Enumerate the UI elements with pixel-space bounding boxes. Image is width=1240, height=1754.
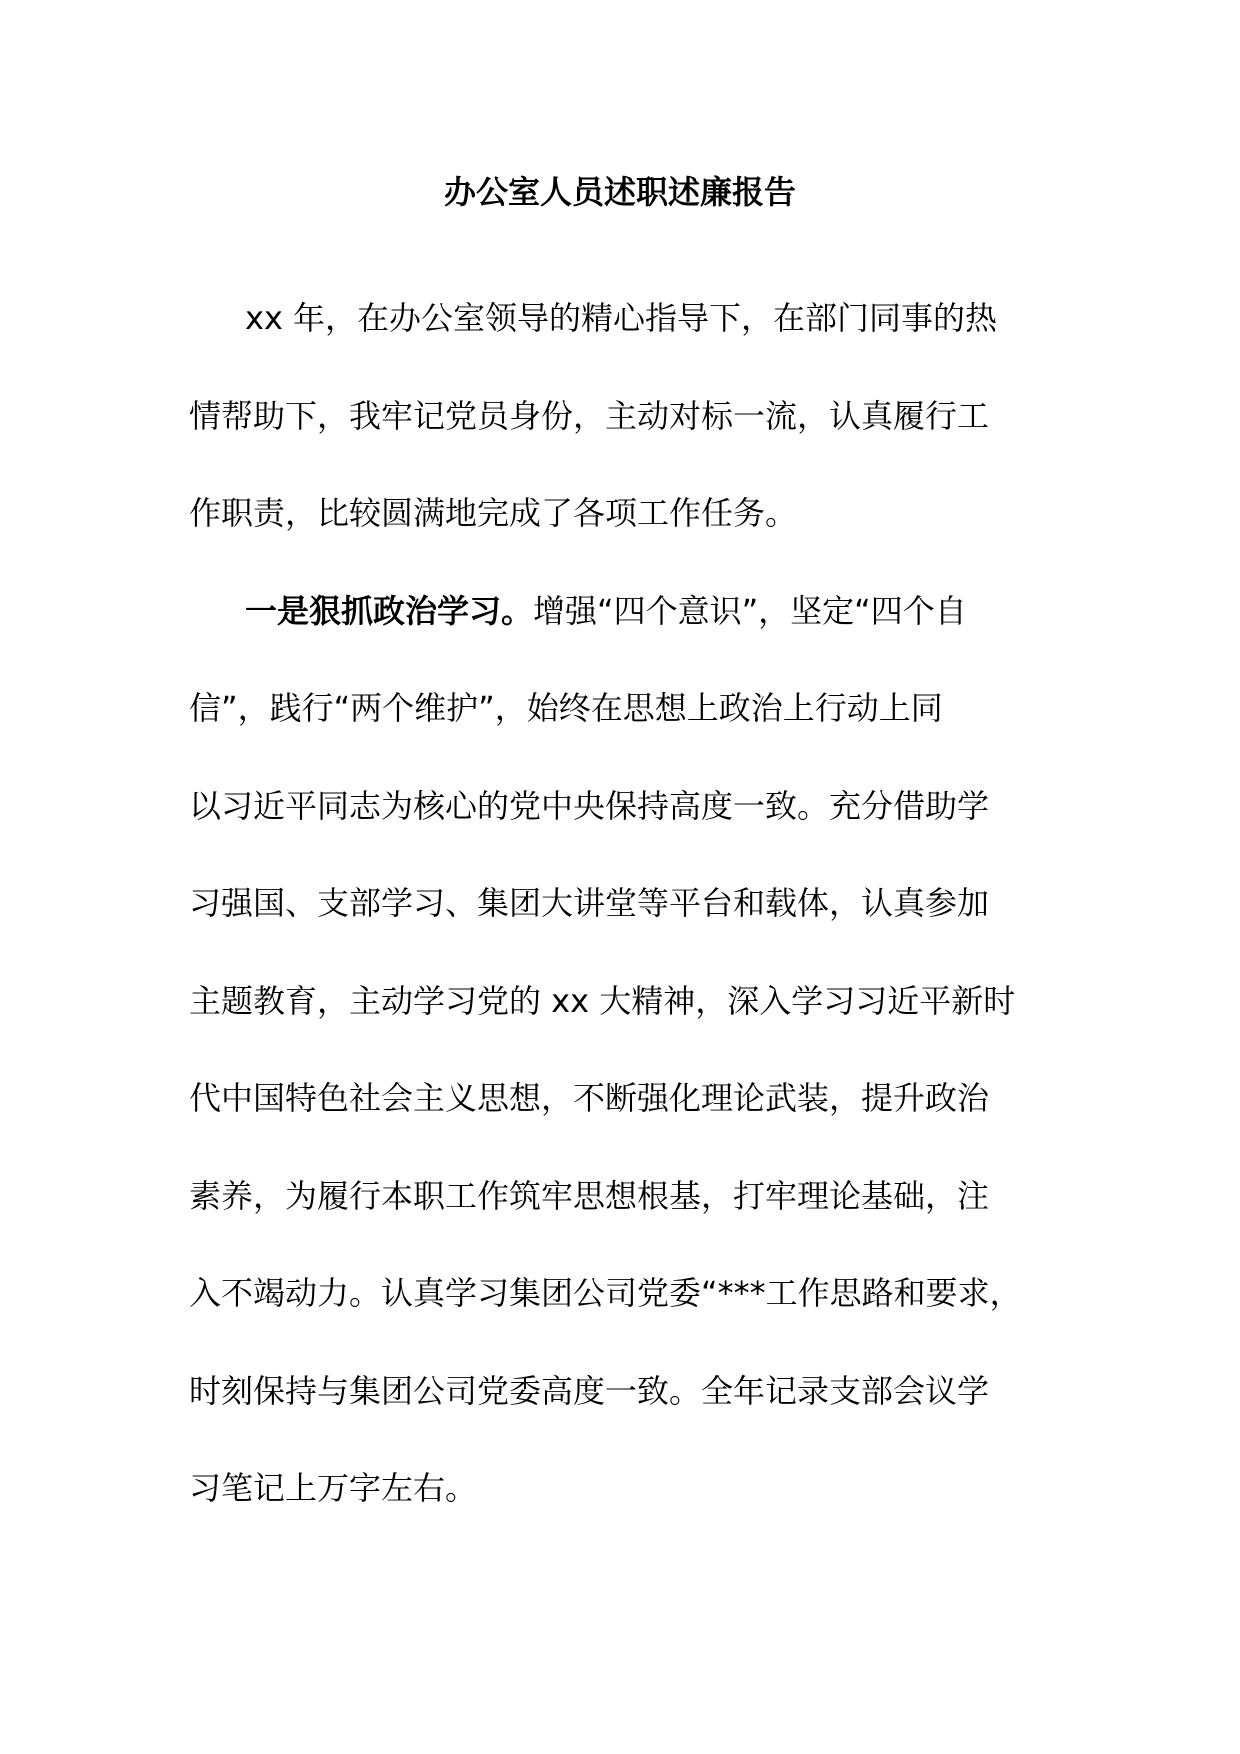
- document-body: [189, 270, 1079, 1538]
- paragraph-line: 信”，践行“两个维护”，始终在思想上政治上行动上同: [189, 689, 943, 727]
- paragraph-line: 习强国、支部学习、集团大讲堂等平台和载体，认真参加: [189, 884, 990, 922]
- paragraph-line: 代中国特色社会主义思想，不断强化理论武装，提升政治: [189, 1079, 990, 1117]
- paragraph-line: 以习近平同志为核心的党中央保持高度一致。充分借助学: [189, 786, 990, 825]
- paragraph-line: 习笔记上万字左右。: [189, 1469, 478, 1507]
- paragraph-line: 时刻保持与集团公司党委高度一致。全年记录支部会议学: [189, 1371, 990, 1410]
- section-heading: 一是狠抓政治学习。: [245, 591, 534, 630]
- paragraph-line: 作职责，比较圆满地完成了各项工作任务。: [189, 494, 798, 532]
- paragraph-line: 主题教育，主动学习党的 xx 大精神，深入学习习近平新时: [189, 981, 1016, 1020]
- paragraph-intro: [189, 270, 1079, 563]
- line-text: 增强“四个意识”，坚定“四个自: [533, 591, 967, 630]
- line-text: xx 年，在办公室领导的精心指导下，在部门同事的热: [245, 299, 998, 337]
- paragraph-line: 入不竭动力。认真学习集团公司党委“***工作思路和要求，: [189, 1274, 1022, 1312]
- paragraph-political-study: [189, 563, 1079, 1538]
- paragraph-line: [189, 563, 1079, 661]
- paragraph-line: 素养，为履行本职工作筑牢思想根基，打牢理论基础，注: [189, 1176, 990, 1215]
- paragraph-line: 情帮助下，我牢记党员身份，主动对标一流，认真履行工: [189, 396, 990, 435]
- document-title: 办公室人员述职述廉报告: [443, 173, 796, 211]
- paragraph-line: [189, 270, 1079, 368]
